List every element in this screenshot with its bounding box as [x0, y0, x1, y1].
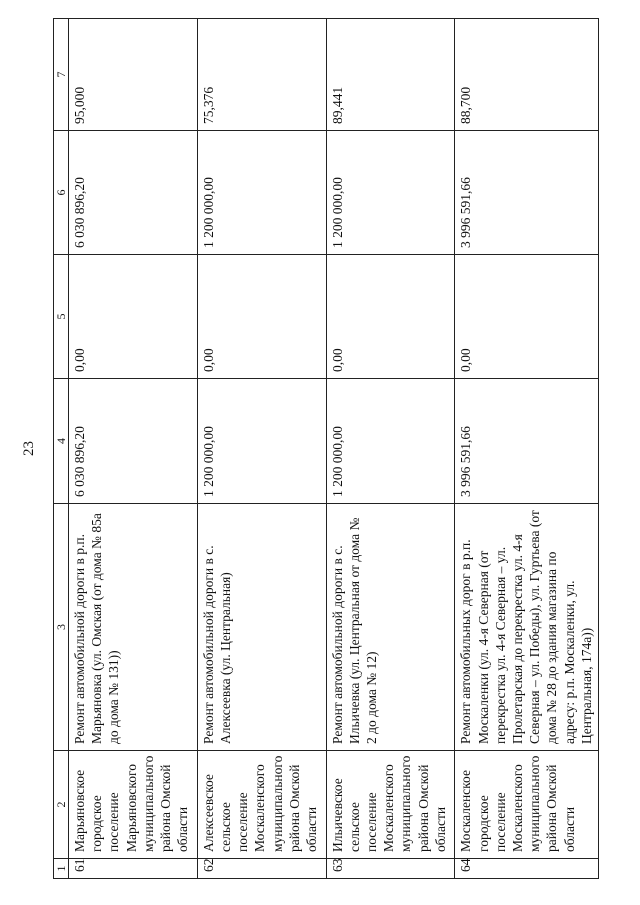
percent-cell-col7: 95,000 [69, 19, 198, 131]
row-number: 63 [326, 859, 455, 879]
percent-cell-col7: 88,700 [455, 19, 599, 131]
amount-cell-col6: 6 030 896,20 [69, 131, 198, 255]
municipality-cell: Ильичевское сельское поселение Москаленского муниципального района Омской области [326, 751, 455, 859]
municipality-cell: Алексеевское сельское поселение Москаленского муниципального района Омской области [197, 751, 326, 859]
municipality-cell: Москаленское городское поселение Москаленского муниципального района Омской области [455, 751, 599, 859]
work-description-cell: Ремонт автомобильных дорог в р.п. Москаленки (ул. 4-я Северная (от перекрестка ул. 4-я Северная – ул. Пролетарская до перекрестка ул. 4-я Северная – ул. Победы), ул. Гуртьева (от дома № 28 до здания магазина по адресу: р.п. Москаленки, ул. Центральная, 174а)) [455, 504, 599, 751]
table-row [455, 19, 599, 879]
page-number: 23 [21, 441, 37, 456]
municipality-cell: Марьяновское городское поселение Марьяновского муниципального района Омской области [69, 751, 198, 859]
table-header-row [54, 19, 69, 879]
row-number: 64 [455, 859, 599, 879]
amount-cell-col4: 1 200 000,00 [326, 379, 455, 504]
column-header-6: 6 [54, 131, 69, 255]
amount-cell-col4: 1 200 000,00 [197, 379, 326, 504]
table-row [69, 19, 198, 879]
rotated-table-container [53, 19, 599, 879]
amount-cell-col4: 3 996 591,66 [455, 379, 599, 504]
column-header-4: 4 [54, 379, 69, 504]
column-header-2: 2 [54, 751, 69, 859]
work-description-cell: Ремонт автомобильной дороги в с. Алексеевка (ул. Центральная) [197, 504, 326, 751]
column-header-7: 7 [54, 19, 69, 131]
percent-cell-col7: 89,441 [326, 19, 455, 131]
column-header-1: 1 [54, 859, 69, 879]
column-header-3: 3 [54, 504, 69, 751]
work-description-cell: Ремонт автомобильной дороги в р.п. Марьяновка (ул. Омская (от дома № 85а до дома № 131)) [69, 504, 198, 751]
amount-cell-col6: 3 996 591,66 [455, 131, 599, 255]
amount-cell-col5: 0,00 [326, 255, 455, 379]
amount-cell-col4: 6 030 896,20 [69, 379, 198, 504]
row-number: 61 [69, 859, 198, 879]
amount-cell-col5: 0,00 [197, 255, 326, 379]
percent-cell-col7: 75,376 [197, 19, 326, 131]
amount-cell-col5: 0,00 [455, 255, 599, 379]
amount-cell-col6: 1 200 000,00 [326, 131, 455, 255]
work-description-cell: Ремонт автомобильной дороги в с. Ильичевка (ул. Центральная от дома № 2 до дома № 12) [326, 504, 455, 751]
amount-cell-col5: 0,00 [69, 255, 198, 379]
funding-table [53, 18, 599, 879]
table-row [197, 19, 326, 879]
column-header-5: 5 [54, 255, 69, 379]
row-number: 62 [197, 859, 326, 879]
table-row [326, 19, 455, 879]
amount-cell-col6: 1 200 000,00 [197, 131, 326, 255]
